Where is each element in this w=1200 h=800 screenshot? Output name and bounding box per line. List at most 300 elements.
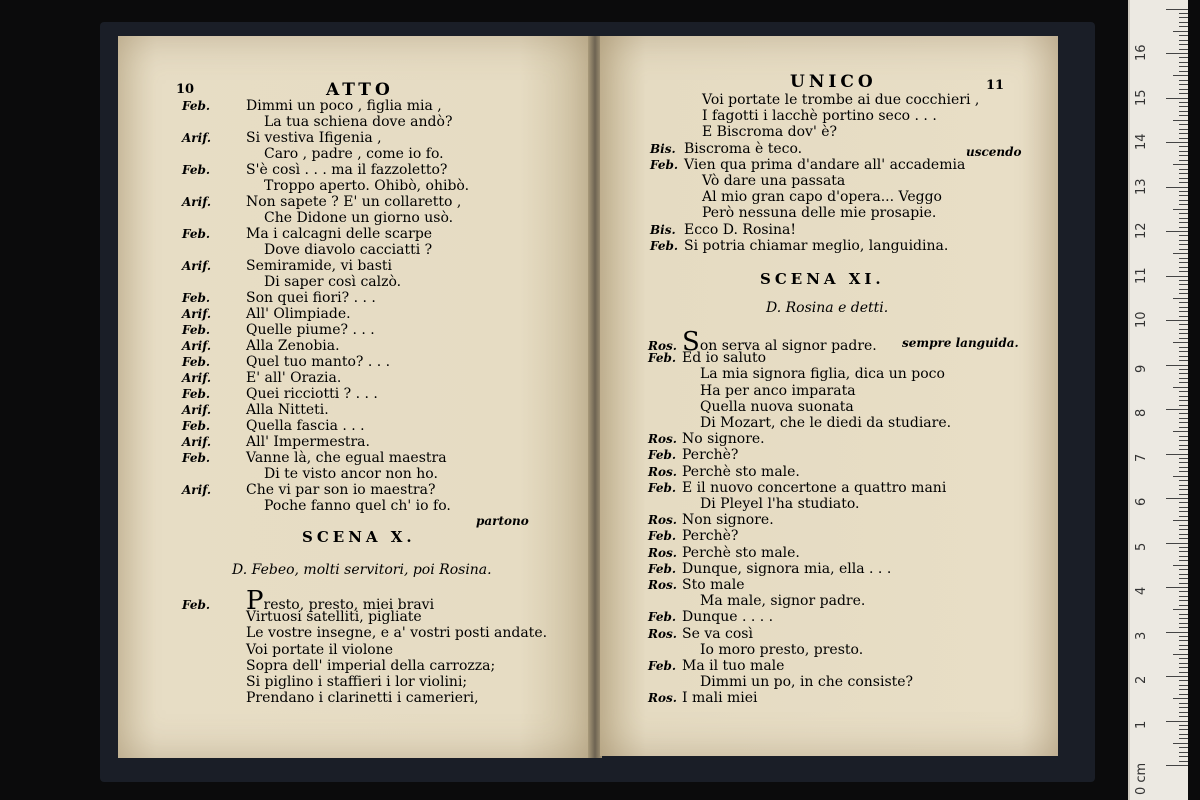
ruler-tick (1179, 244, 1188, 245)
dialogue-line (182, 418, 365, 434)
speaker-name: Feb. (648, 448, 677, 463)
ruler-tick (1179, 44, 1188, 45)
dialogue-line (650, 222, 796, 238)
ruler-tick (1179, 467, 1188, 468)
ruler-tick (1179, 26, 1188, 27)
line-text: All' Impermestra. (246, 434, 370, 450)
ruler-tick (1179, 489, 1188, 490)
ruler-tick (1179, 316, 1188, 317)
line-text: Non sapete ? E' un collaretto , (246, 194, 462, 210)
dialogue-line (182, 338, 340, 354)
ruler-tick (1179, 369, 1188, 370)
line-text: Quella fascia . . . (246, 418, 365, 434)
ruler-tick (1173, 387, 1188, 388)
line-text: Voi portate il violone (246, 641, 394, 658)
ruler-tick (1179, 324, 1188, 325)
line-text: E il nuovo concertone a quattro mani (682, 479, 947, 496)
ruler-label: 10 (1134, 311, 1149, 328)
ruler-label: 5 (1134, 542, 1149, 551)
ruler-tick (1173, 476, 1188, 477)
line-text: Se va così (682, 625, 753, 642)
ruler-tick (1179, 645, 1188, 646)
speaker-name: Feb. (650, 238, 679, 253)
ruler-tick (1166, 543, 1188, 544)
ruler-label: 2 (1134, 675, 1149, 684)
speaker-name: Feb. (182, 387, 211, 401)
line-text: Vien qua prima d'andare all' accademia (684, 156, 966, 173)
speaker-name: Feb. (182, 227, 211, 241)
ruler-tick (1166, 231, 1188, 232)
ruler-tick (1179, 583, 1188, 584)
ruler-tick (1179, 71, 1188, 72)
dialogue-line (182, 290, 376, 306)
dialogue-line (182, 242, 432, 258)
speaker-name: Feb. (650, 157, 679, 172)
ruler-tick (1179, 627, 1188, 628)
right-page-header: UNICO (790, 72, 877, 92)
ruler-tick (1179, 605, 1188, 606)
dialogue-line (182, 386, 378, 402)
dialogue-line (182, 194, 461, 210)
measurement-ruler (1128, 0, 1188, 800)
ruler-tick (1179, 40, 1188, 41)
line-text: Di te visto ancor non ho. (264, 466, 438, 482)
ruler-tick (1179, 271, 1188, 272)
ruler-tick (1179, 124, 1188, 125)
ruler-tick (1179, 307, 1188, 308)
ruler-tick (1179, 22, 1188, 23)
ruler-tick (1173, 298, 1188, 299)
ruler-tick (1166, 498, 1188, 499)
dialogue-line (182, 354, 390, 370)
ruler-tick (1173, 565, 1188, 566)
ruler-tick (1179, 614, 1188, 615)
speaker-name: Feb. (648, 561, 677, 576)
right-inline-direction: sempre languida. (902, 336, 1019, 350)
dialogue-line (650, 189, 942, 205)
left-scene-cast: D. Febeo, molti servitori, poi Rosina. (232, 562, 492, 578)
line-text: Io moro presto, presto. (700, 641, 864, 658)
speaker-name: Arif. (182, 131, 212, 145)
line-text: Dunque . . . . (682, 609, 774, 626)
ruler-tick (1179, 289, 1188, 290)
ruler-tick (1179, 17, 1188, 18)
ruler-tick (1179, 747, 1188, 748)
dialogue-line (182, 482, 435, 498)
ruler-tick (1173, 654, 1188, 655)
line-text: No signore. (682, 431, 765, 448)
ruler-tick (1179, 440, 1188, 441)
ruler-tick (1179, 640, 1188, 641)
line-text: Presto, presto, miei bravi (246, 586, 435, 616)
ruler-tick (1179, 360, 1188, 361)
ruler-tick (1179, 672, 1188, 673)
left-exit-direction: partono (476, 514, 529, 528)
line-text: Quella nuova suonata (700, 398, 854, 415)
speaker-name: Arif. (182, 259, 212, 273)
ruler-tick (1179, 538, 1188, 539)
speaker-name: Ros. (648, 513, 677, 528)
ruler-tick (1166, 721, 1188, 722)
ruler-tick (1166, 676, 1188, 677)
ruler-tick (1179, 427, 1188, 428)
ruler-tick (1179, 400, 1188, 401)
dialogue-line (648, 399, 854, 415)
ruler-tick (1179, 547, 1188, 548)
ruler-tick (1179, 129, 1188, 130)
dialogue-line (182, 130, 382, 146)
dialogue-line (182, 625, 547, 641)
ruler-tick (1179, 685, 1188, 686)
dialogue-line (648, 674, 913, 690)
ruler-tick (1179, 591, 1188, 592)
speaker-name: Ros. (648, 545, 677, 560)
ruler-tick (1179, 649, 1188, 650)
speaker-name: Feb. (182, 163, 211, 177)
ruler-tick (1179, 689, 1188, 690)
line-text: Alla Zenobia. (246, 338, 340, 354)
speaker-name: Feb. (648, 610, 677, 625)
ruler-tick (1179, 373, 1188, 374)
ruler-tick (1173, 164, 1188, 165)
dialogue-line (650, 108, 937, 124)
line-text: Si piglino i staffieri i lor violini; (246, 674, 468, 690)
line-text: Ecco D. Rosina! (684, 221, 797, 238)
line-text: All' Olimpiade. (246, 306, 351, 322)
line-text: Ha per anco imparata (700, 382, 856, 399)
ruler-tick (1179, 471, 1188, 472)
ruler-tick (1173, 520, 1188, 521)
ruler-label: 12 (1134, 222, 1149, 239)
dialogue-line (648, 480, 946, 496)
ruler-tick (1166, 9, 1188, 10)
speaker-name: Arif. (182, 339, 212, 353)
dialogue-line (182, 274, 401, 290)
line-text: Vanne là, che egual maestra (246, 450, 447, 466)
line-text: Quel tuo manto? . . . (246, 354, 391, 370)
line-text: Troppo aperto. Ohibò, ohibò. (264, 178, 470, 194)
speaker-name: Feb. (182, 323, 211, 337)
ruler-tick (1173, 31, 1188, 32)
ruler-tick (1179, 235, 1188, 236)
ruler-label: 7 (1134, 453, 1149, 462)
ruler-tick (1179, 391, 1188, 392)
ruler-tick (1179, 280, 1188, 281)
ruler-tick (1179, 329, 1188, 330)
dialogue-line (648, 415, 951, 431)
line-text: Di Mozart, che le diedi da studiare. (700, 415, 952, 431)
dialogue-line (648, 642, 863, 658)
line-text: Biscroma è teco. (684, 140, 803, 157)
ruler-tick (1179, 449, 1188, 450)
ruler-tick (1173, 253, 1188, 254)
line-text: Sopra dell' imperial della carrozza; (246, 657, 496, 674)
ruler-tick (1179, 556, 1188, 557)
ruler-tick (1179, 761, 1188, 762)
speaker-name: Ros. (648, 691, 677, 706)
drop-cap: P (246, 586, 264, 616)
ruler-tick (1166, 632, 1188, 633)
ruler-tick (1179, 258, 1188, 259)
ruler-tick (1179, 13, 1188, 14)
dialogue-line (648, 350, 766, 366)
ruler-tick (1166, 276, 1188, 277)
right-page-number: 11 (986, 78, 1005, 93)
dialogue-line (648, 447, 738, 463)
dialogue-line (648, 464, 800, 480)
right-scene-cast: D. Rosina e detti. (766, 300, 889, 316)
line-text: Ma male, signor padre. (700, 593, 866, 610)
ruler-tick (1166, 765, 1188, 766)
ruler-tick (1179, 738, 1188, 739)
ruler-tick (1179, 191, 1188, 192)
ruler-tick (1179, 160, 1188, 161)
dialogue-line (182, 146, 444, 162)
ruler-tick (1179, 636, 1188, 637)
ruler-tick (1173, 431, 1188, 432)
dialogue-line (650, 157, 965, 173)
ruler-tick (1179, 249, 1188, 250)
ruler-label: 3 (1134, 631, 1149, 640)
ruler-tick (1179, 173, 1188, 174)
ruler-tick (1166, 142, 1188, 143)
ruler-tick (1179, 204, 1188, 205)
line-text: Al mio gran capo d'opera... Veggo (702, 189, 942, 206)
line-text: Però nessuna delle mie prosapie. (702, 205, 937, 222)
ruler-tick (1179, 240, 1188, 241)
line-text: Perchè sto male. (682, 544, 800, 561)
dialogue-line (182, 178, 469, 194)
ruler-tick (1179, 600, 1188, 601)
ruler-label: 9 (1134, 364, 1149, 373)
speaker-name: Feb. (648, 659, 677, 673)
dialogue-line (648, 366, 945, 382)
line-text: E' all' Orazia. (246, 370, 342, 386)
dialogue-line (648, 431, 765, 447)
dialogue-line (182, 658, 495, 674)
dialogue-line (650, 124, 837, 140)
ruler-tick (1179, 462, 1188, 463)
dialogue-line (650, 141, 802, 157)
dialogue-line (648, 561, 891, 577)
ruler-tick (1179, 569, 1188, 570)
line-text: Prendano i clarinetti i camerieri, (246, 690, 479, 707)
ruler-label: 8 (1134, 408, 1149, 417)
ruler-tick (1179, 680, 1188, 681)
dialogue-line (648, 658, 784, 674)
ruler-tick (1179, 458, 1188, 459)
line-text: Perchè sto male. (682, 463, 800, 480)
line-text: Dunque, signora mia, ella . . . (682, 560, 892, 577)
ruler-tick (1179, 502, 1188, 503)
ruler-tick (1179, 115, 1188, 116)
line-text: Son quei fiori? . . . (246, 290, 376, 306)
line-text: S'è così . . . ma il fazzoletto? (246, 162, 448, 178)
ruler-tick (1179, 84, 1188, 85)
line-text: Che vi par son io maestra? (246, 482, 436, 498)
line-text: Che Didone un giorno usò. (264, 210, 454, 226)
speaker-name: Feb. (182, 598, 211, 612)
ruler-tick (1179, 49, 1188, 50)
speaker-name: Feb. (182, 99, 211, 113)
ruler-tick (1179, 80, 1188, 81)
dialogue-line (182, 210, 453, 226)
ruler-tick (1179, 396, 1188, 397)
ruler-tick (1179, 133, 1188, 134)
ruler-tick (1179, 623, 1188, 624)
ruler-tick (1179, 89, 1188, 90)
ruler-label: 4 (1134, 586, 1149, 595)
ruler-tick (1179, 62, 1188, 63)
line-text: La tua schiena dove andò? (264, 114, 453, 130)
ruler-tick (1179, 418, 1188, 419)
right-exit-direction: uscendo (966, 145, 1022, 159)
dialogue-line (182, 306, 351, 322)
line-text: I mali miei (682, 690, 758, 707)
ruler-tick (1179, 480, 1188, 481)
speaker-name: Arif. (182, 435, 212, 449)
ruler-tick (1179, 725, 1188, 726)
ruler-tick (1173, 743, 1188, 744)
line-text: Voi portate le trombe ai due cocchieri , (702, 92, 980, 108)
ruler-tick (1179, 574, 1188, 575)
line-text: Quei ricciotti ? . . . (246, 386, 378, 402)
ruler-tick (1173, 120, 1188, 121)
speaker-name: Ros. (648, 578, 677, 592)
speaker-name: Bis. (650, 222, 676, 237)
speaker-name: Feb. (182, 291, 211, 305)
ruler-tick (1179, 716, 1188, 717)
speaker-name: Arif. (182, 483, 212, 497)
line-text: I fagotti i lacchè portino seco . . . (702, 108, 937, 125)
ruler-tick (1179, 485, 1188, 486)
ruler-tick (1179, 405, 1188, 406)
line-text: Le vostre insegne, e a' vostri posti andate. (246, 625, 548, 642)
speaker-name: Bis. (650, 141, 676, 156)
speaker-name: Feb. (182, 451, 211, 465)
line-text: Semiramide, vi basti (246, 258, 393, 274)
speaker-name: Arif. (182, 195, 212, 209)
speaker-name: Feb. (648, 351, 677, 366)
line-text: Poche fanno quel ch' io fo. (264, 498, 451, 514)
ruler-tick (1179, 756, 1188, 757)
ruler-tick (1166, 187, 1188, 188)
ruler-tick (1179, 694, 1188, 695)
line-text: Son serva al signor padre. (682, 327, 877, 357)
left-page-header: ATTO (326, 80, 394, 100)
line-text: Alla Nitteti. (246, 402, 329, 418)
ruler-tick (1179, 618, 1188, 619)
ruler-tick (1179, 169, 1188, 170)
ruler-tick (1179, 529, 1188, 530)
ruler-tick (1179, 178, 1188, 179)
line-text: Vò dare una passata (702, 173, 846, 189)
ruler-tick (1179, 106, 1188, 107)
dialogue-line (648, 593, 865, 609)
dialogue-line (182, 609, 422, 625)
ruler-tick (1179, 284, 1188, 285)
ruler-tick (1179, 35, 1188, 36)
speaker-name: Feb. (648, 529, 677, 544)
ruler-tick (1179, 311, 1188, 312)
ruler-tick (1166, 587, 1188, 588)
ruler-tick (1179, 382, 1188, 383)
speaker-name: Arif. (182, 307, 212, 321)
line-text: Quelle piume? . . . (246, 322, 375, 338)
line-text: Caro , padre , come io fo. (264, 146, 444, 162)
ruler-tick (1166, 53, 1188, 54)
ruler-tick (1166, 454, 1188, 455)
ruler-label: 16 (1134, 44, 1149, 61)
ruler-tick (1179, 102, 1188, 103)
ruler-tick (1173, 209, 1188, 210)
ruler-tick (1179, 378, 1188, 379)
ruler-label: 11 (1134, 266, 1149, 284)
line-text: Dimmi un poco , figlia mia , (246, 98, 442, 114)
ruler-tick (1179, 752, 1188, 753)
ruler-tick (1179, 302, 1188, 303)
line-text: Virtuosi satelliti, pigliate (246, 609, 422, 626)
ruler-tick (1179, 155, 1188, 156)
ruler-tick (1179, 200, 1188, 201)
ruler-tick (1179, 413, 1188, 414)
ruler-label: 15 (1134, 88, 1149, 106)
ruler-tick (1179, 262, 1188, 263)
ruler-tick (1179, 66, 1188, 67)
ruler-tick (1179, 534, 1188, 535)
ruler-tick (1173, 342, 1188, 343)
ruler-tick (1179, 663, 1188, 664)
ruler-tick (1179, 182, 1188, 183)
dialogue-line (648, 609, 773, 625)
ruler-label: 6 (1134, 497, 1149, 506)
dialogue-line (648, 626, 753, 642)
ruler-tick (1179, 734, 1188, 735)
ruler-tick (1166, 365, 1188, 366)
dialogue-line (650, 92, 979, 108)
speaker-name: Ros. (648, 432, 677, 447)
ruler-tick (1179, 511, 1188, 512)
ruler-tick (1179, 516, 1188, 517)
dialogue-line (182, 322, 375, 338)
dialogue-line (648, 577, 744, 593)
ruler-tick (1179, 213, 1188, 214)
dialogue-line (182, 226, 432, 242)
ruler-tick (1179, 57, 1188, 58)
line-text: Dimmi un po, in che consiste? (700, 674, 914, 691)
dialogue-line (182, 434, 370, 450)
ruler-tick (1179, 445, 1188, 446)
line-text: Ma i calcagni delle scarpe (246, 226, 433, 242)
line-text: Ma il tuo male (682, 658, 785, 674)
dialogue-line (182, 114, 452, 130)
ruler-tick (1166, 409, 1188, 410)
ruler-tick (1179, 111, 1188, 112)
ruler-tick (1173, 609, 1188, 610)
line-text: Sto male (682, 577, 745, 593)
ruler-tick (1179, 422, 1188, 423)
speaker-name: Arif. (182, 371, 212, 385)
dialogue-line (182, 258, 392, 274)
speaker-name: Ros. (648, 626, 677, 641)
ruler-tick (1179, 138, 1188, 139)
ruler-tick (1179, 551, 1188, 552)
speaker-name: Arif. (182, 403, 212, 417)
dialogue-line (648, 690, 758, 706)
dialogue-line (650, 205, 936, 221)
dialogue-line (650, 173, 845, 189)
dialogue-line (648, 528, 738, 544)
